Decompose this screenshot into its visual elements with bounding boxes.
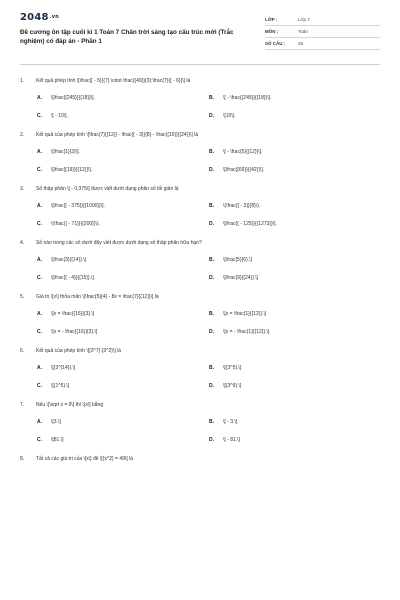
option-letter: B. (209, 311, 214, 317)
header-divider (20, 64, 380, 65)
option-c[interactable] (37, 220, 209, 228)
options-grid (37, 94, 380, 120)
options-grid (37, 310, 380, 336)
question-number: 1. (20, 78, 25, 84)
option-text: \(\frac{{ - 71}}{{200}}\). (51, 221, 100, 227)
option-text: \[x = \frac{{16}}{3}.\] (51, 311, 95, 317)
option-text: \[\frac{{69}}{{42}}\]. (223, 167, 265, 173)
option-letter: C. (37, 167, 42, 173)
option-a[interactable] (37, 310, 209, 318)
question-number: 6. (20, 348, 25, 354)
option-c[interactable] (37, 382, 209, 390)
option-text: \[x = - \frac{{16}}{3}.\] (51, 329, 98, 335)
question-number: 4. (20, 240, 25, 246)
meta-table (265, 14, 380, 50)
option-a[interactable] (37, 418, 209, 426)
option-text: \(\frac{{ - 3}}{8}\). (223, 203, 261, 209)
option-letter: B. (209, 203, 214, 209)
page-header (20, 12, 380, 50)
option-text: \[{3^9}.\] (223, 383, 242, 389)
meta-value: Lớp 7 (298, 17, 310, 22)
meta-label: LỚP : (265, 17, 278, 22)
option-text: \[81.\] (51, 437, 64, 443)
question-text: Số nào trong các số dưới đây viết được dưới dạng số thập phân hữu hạn? (36, 240, 202, 246)
question-7 (20, 401, 380, 444)
question-1 (20, 77, 380, 120)
question-2 (20, 131, 380, 174)
option-text: \[{3^5}.\] (223, 365, 242, 371)
option-letter: C. (37, 383, 42, 389)
option-d[interactable] (209, 220, 379, 228)
option-letter: B. (209, 419, 214, 425)
option-letter: B. (209, 257, 214, 263)
option-text: \[ - 81.\] (223, 437, 240, 443)
option-letter: D. (209, 383, 214, 389)
logo-text: 2048 (20, 12, 49, 23)
option-letter: B. (209, 365, 214, 371)
header-left (20, 12, 250, 46)
option-letter: A. (37, 149, 42, 155)
logo-suffix: .vn (49, 14, 59, 20)
options-grid (37, 148, 380, 174)
question-8 (20, 455, 380, 463)
question-number: 3. (20, 186, 25, 192)
option-text: \[ - \frac{5}{{12}}\]. (223, 149, 263, 155)
option-letter: A. (37, 311, 42, 317)
option-text: \[\frac{{245}}{{18}}\]. (51, 95, 95, 101)
option-text: \[\frac{{ - 4}}{{15}}.\] (51, 275, 94, 281)
option-text: \[\frac{3}{{14}}.\] (51, 257, 87, 263)
meta-row-grade (265, 14, 380, 26)
meta-row-subject (265, 26, 380, 38)
option-letter: A. (37, 365, 42, 371)
option-d[interactable] (209, 382, 379, 390)
option-b[interactable] (209, 418, 379, 426)
option-b[interactable] (209, 94, 379, 102)
meta-value: 25 (298, 41, 304, 46)
option-d[interactable] (209, 166, 379, 174)
option-letter: C. (37, 113, 42, 119)
meta-value: Toán (298, 29, 308, 34)
question-text: Kết quả của phép tính \[\frac{7}{{12}} - \frac{{ - 3}}{8} - \frac{{15}}{{24}}\] là (36, 132, 199, 138)
question-6 (20, 347, 380, 390)
question-number: 5. (20, 294, 25, 300)
option-b[interactable] (209, 202, 379, 210)
options-grid (37, 256, 380, 282)
option-c[interactable] (37, 166, 209, 174)
question-text: Giá trị \[x\] thỏa mãn \[\frac{5}{4} - 8x = \frac{7}{{12}}\] là (36, 294, 159, 300)
option-text: \[x = - \frac{1}{{12}}.\] (223, 329, 270, 335)
option-letter: D. (209, 437, 214, 443)
option-letter: A. (37, 419, 42, 425)
option-c[interactable] (37, 328, 209, 336)
question-text: Tất cả các giá trị của \[x\] để \[{x^2} = 49\] là (36, 456, 133, 462)
question-list (20, 77, 380, 463)
question-number: 7. (20, 402, 25, 408)
meta-label: MÔN : (265, 29, 279, 34)
option-text: \[{1^5}.\] (51, 383, 70, 389)
options-grid (37, 202, 380, 228)
option-text: \[\frac{{ - 375}}{{1000}}\]. (51, 203, 105, 209)
option-b[interactable] (209, 364, 379, 372)
option-a[interactable] (37, 148, 209, 156)
option-text: \[\frac{5}{6}.\] (223, 257, 252, 263)
options-grid (37, 364, 380, 390)
option-text: \[ - 3.\] (223, 419, 238, 425)
options-grid (37, 418, 380, 444)
option-text: \[\frac{1}{3}\]. (51, 149, 80, 155)
option-letter: A. (37, 203, 42, 209)
question-5 (20, 293, 380, 336)
option-text: \[x = \frac{1}{{12}}.\] (223, 311, 267, 317)
option-b[interactable] (209, 148, 379, 156)
option-b[interactable] (209, 310, 379, 318)
question-text: Số thập phân \[ - 0,375\] được viết dưới dạng phân số tối giản là (36, 186, 179, 192)
question-4 (20, 239, 380, 282)
option-text: \[\frac{{19}}{{12}}\]. (51, 167, 93, 173)
option-text: \[{3^{14}}.\] (51, 365, 76, 371)
site-logo[interactable] (20, 12, 250, 23)
option-a[interactable] (37, 94, 209, 102)
option-text: \[10\]. (223, 113, 236, 119)
question-text: Kết quả của phép tính \[{3^7}:{3^2}\] là (36, 348, 122, 354)
option-b[interactable] (209, 256, 379, 264)
option-text: \[3.\] (51, 419, 61, 425)
option-a[interactable] (37, 256, 209, 264)
option-c[interactable] (37, 436, 209, 444)
meta-row-count (265, 38, 380, 50)
option-c[interactable] (37, 274, 209, 282)
question-3 (20, 185, 380, 228)
option-c[interactable] (37, 112, 209, 120)
option-text: \[ - \frac{{245}}{{18}}\]. (223, 95, 272, 101)
question-number: 8. (20, 456, 25, 462)
option-letter: B. (209, 149, 214, 155)
option-letter: A. (37, 95, 42, 101)
question-number: 2. (20, 132, 25, 138)
option-letter: C. (37, 437, 42, 443)
option-d[interactable] (209, 328, 379, 336)
option-letter: D. (209, 221, 214, 227)
option-text: \[ - 10\]. (51, 113, 68, 119)
option-a[interactable] (37, 364, 209, 372)
question-text: Nếu \[\sqrt x = 9\] thì \[x\] bằng (36, 402, 104, 408)
option-letter: B. (209, 95, 214, 101)
option-letter: C. (37, 221, 42, 227)
option-d[interactable] (209, 436, 379, 444)
option-letter: D. (209, 167, 214, 173)
meta-label: SỐ CÂU : (265, 41, 286, 46)
option-letter: C. (37, 329, 42, 335)
option-letter: C. (37, 275, 42, 281)
document-title: Đề cương ôn tập cuối kì 1 Toán 7 Chân trời sáng tạo cấu trúc mới (Trắc nghiệm) có đáp án - Phần 1 (20, 29, 234, 45)
option-letter: D. (209, 113, 214, 119)
question-text: Kết quả phép tính \[\frac{{ - 5}}{7} \cdot \frac{{49}}{3}:\frac{7}{{ - 6}}\] là (36, 78, 191, 84)
option-letter: A. (37, 257, 42, 263)
option-text: \[\frac{9}{{24}}.\] (223, 275, 259, 281)
option-d[interactable] (209, 274, 379, 282)
option-a[interactable] (37, 202, 209, 210)
option-letter: D. (209, 329, 214, 335)
option-text: \[\frac{{ - 125}}{{1273}}\]. (223, 221, 277, 227)
option-d[interactable] (209, 112, 379, 120)
option-letter: D. (209, 275, 214, 281)
